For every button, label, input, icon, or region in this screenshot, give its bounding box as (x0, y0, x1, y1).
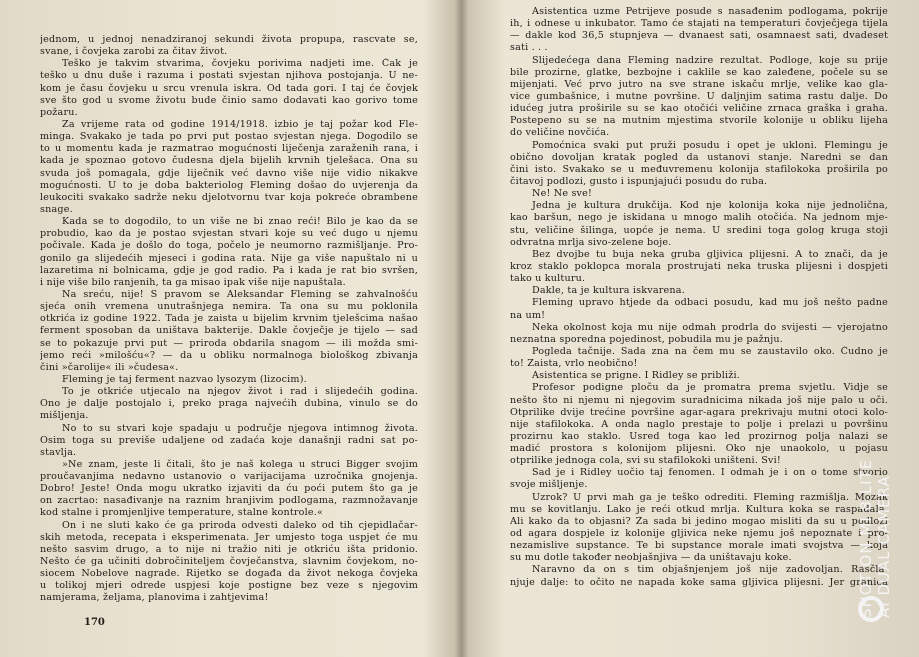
text-line: odvratna mrlja sivo-zelene boje. (510, 236, 672, 248)
text-line: nešto što ni njemu ni njegovim suradnicima nikada još nije palo u oči. (510, 394, 888, 406)
text-line: On i ne sluti kako će ga priroda odvesti daleko od tih cjepidlačar- (62, 519, 418, 531)
text-line: kada je spoznao gotovo čudesna djela bijelih krvnih tjelešaca. Ona su (40, 155, 418, 167)
text-line: idućeg jutra proširile su se kao otočići veličine zrnaca graška i graha. (510, 103, 888, 115)
text-line: kod stalne i promjenljive temperature, stalne kontrole.« (40, 507, 324, 519)
text-line: i nije više bilo ranjenih, ta ga misao ipak više nije napuštala. (40, 276, 346, 288)
text-line: su mu dotle također neobjašnjiva — da uništavaju koke. (510, 552, 792, 564)
text-line: Pogleda tačnije. Sada zna na čem mu se zaustavilo oko. Čudno je (532, 345, 888, 357)
text-line: probudio, kao da je postao svjestan stvari koje su već dugo u njemu (40, 228, 418, 240)
text-line: namjerama, željama, planovima i zahtjevima! (40, 592, 269, 604)
text-line: lazaretima ni bolnicama, gdje je god radio. Pa i kada je rat bio svršen, (40, 264, 418, 276)
watermark-line-1: SHOT ON MI 8 LITE (857, 458, 875, 618)
text-line: čitavoj podlozi, gusto i ispunjajući posudu do ruba. (510, 175, 768, 187)
text-line: na um! (510, 309, 546, 321)
text-line: Nešto će ga učiniti dobročiniteljem čovječanstva, slavnim čovjekom, no- (40, 556, 418, 568)
text-line: Uzrok? U prvi mah ga je teško odrediti. Fleming razmišlja. Mozak (532, 491, 888, 503)
text-line: mu se kovitlanju. Lako je reći otkud mrlja. Kultura koka se raspadala. (510, 503, 888, 515)
text-line: snage. (40, 203, 73, 215)
text-line: kroz staklo poklopca morala prostrujati neka truska plijesni i dospjeti (510, 260, 888, 272)
text-line: Jedna je kultura drukčija. Kod nje kolonija koka nije jednolična, (532, 200, 888, 212)
text-line: Ono je dalje postojalo i, preko praga najvećih dubina, vinulo se do (40, 398, 418, 410)
text-line: Osim toga su previše udaljene od zadaća koje današnji radni sat po- (40, 434, 418, 446)
text-line: Slijedećega dana Fleming nadzire rezultat. Podloge, koje su prije (532, 54, 888, 66)
text-line: madić prostora s kolonijom plijesni. Oko nje unaokolo, u pojasu (510, 443, 888, 455)
text-line: To je otkriće utjecalo na njegov život i rad i slijedećih godina. (62, 386, 418, 398)
text-line: Otprilike dvije trećine površine agar-agara prekrivaju mutni otoci kolo- (510, 406, 888, 418)
text-line: čini »čarolije« ili »čudesa«. (40, 361, 179, 373)
text-line: sve što god u svome životu bude činio samo dodavati kao gorivo tome (40, 94, 418, 106)
text-line: otkrića iz godine 1922. Tada je zaista u bijelim krvnim tjelešcima našao (40, 313, 418, 325)
text-line: otprilike jednoga cola, svi su stafilokoki uništeni. Svi! (510, 455, 781, 467)
text-line: čini isto. Svakako se u međuvremenu kolonija stafilokoka proširila po (510, 163, 888, 175)
text-line: nezamislive supstance. Te bi supstance morale imati svojstva — koja (510, 540, 888, 552)
text-line: ih, i odnese u inkubator. Tamo će stajati na temperaturi čovječjega tijela (510, 18, 888, 30)
text-line: počivale. Kada je došlo do toga, počelo je neumorno razmišljanje. Pro- (40, 240, 418, 252)
text-line: prozirnu kao staklo. Usred toga kao led prozirnog polja nalazi se (510, 430, 888, 442)
text-line: do veličine novčića. (510, 127, 610, 139)
text-line: obično dovoljan kratak pogled da ustanovi stanje. Naredni se dan (510, 151, 888, 163)
text-line: Neka okolnost koja mu nije odmah prodrla do svijesti — vjerojatno (532, 321, 888, 333)
text-line: mogućnosti. U to je doba bakteriolog Fleming došao do uvjerenja da (40, 179, 418, 191)
text-line: Dobro! Jeste! Onda mogu ukratko izjaviti da ću poći putem što ga je (40, 483, 418, 495)
text-line: neznatna sporedna pojedinost, pobudila mu je pažnju. (510, 333, 784, 345)
page-number: 170 (84, 617, 105, 628)
text-line: od agara dospjele iz kolonije gljivica neke njemu još nepoznate i pro- (510, 528, 888, 540)
text-line: svane, i čovjeka zarobi za čitav život. (40, 46, 228, 58)
text-line: vice gumbašnice, i mutne površine. U daljnjim satima rastu dalje. Do (510, 90, 888, 102)
text-line: svuda još pomagala, gdje liječnik već davno više nije vidio nikakve (40, 167, 418, 179)
text-line: mišljenja. (40, 410, 89, 422)
text-line: Asistentica se prigne. I Ridley se približi. (532, 370, 740, 382)
watermark-line-2: AI DUAL CAMERA (875, 475, 893, 618)
right-page (510, 0, 888, 657)
text-line: nije stafilokoka. A onda naglo prestaje to polje i prelazi u površinu (510, 418, 888, 430)
text-line: Postepeno su se na mutnim mjestima stvorile kolonije u obliku lijeha (510, 115, 888, 127)
text-line: kom je času čovjeku u srcu vrenula iskra. Od tada gori. I taj će čovjek (40, 82, 418, 94)
text-line: Na sreću, nije! S pravom se Aleksandar Fleming se zahvalnošću (62, 288, 418, 300)
text-line: mijenjati. Već prvo jutro na sve strane iskaču mrlje, velike kao gla- (510, 78, 888, 90)
text-line: »Ne znam, jeste li čitali, što je naš kolega u struci Bigger svojim (62, 458, 418, 470)
text-line: to! Zaista, vrlo neobično! (510, 358, 638, 370)
text-line: Fleming je taj ferment nazvao lysozym (lizocim). (62, 373, 307, 385)
text-line: bile prozirne, glatke, bezbojne i caklile se kao zaleđene, počele su se (510, 66, 888, 78)
text-line: Teško je takvim stvarima, čovjeku porivima nadjeti ime. Čak je (62, 58, 418, 70)
text-line: No to su stvari koje spadaju u područje njegova intimnog života. (62, 422, 418, 434)
text-line: teško u dnu duše i razuma i postati svjestan njihova postojanja. U ne- (40, 70, 418, 82)
text-line: sjeća onih vremena unutrašnjega nemira. Ta ona su mu poklonila (40, 301, 418, 313)
text-line: skih metoda, recepata i eksperimenata. Jer umjesto toga uspjet će mu (40, 531, 418, 543)
text-line: Profesor podigne ploču da je promatra prema svjetlu. Vidje se (532, 382, 888, 394)
text-line: svoje mišljenje. (510, 479, 588, 491)
text-line: to u momentu kada je razmatrao mogućnosti liječenja zaraženih rana, i (40, 143, 418, 155)
text-line: Kada se to dogodilo, to un više ne bi znao reći! Bilo je kao da se (62, 216, 418, 228)
text-line: Za vrijeme rata od godine 1914/1918. izbio je taj požar kod Fle- (62, 118, 418, 130)
text-line: on zacrtao: nasađivanje na raznim hranjivim podlogama, razmnožavanje (40, 495, 418, 507)
text-line: požaru. (40, 106, 78, 118)
text-line: Pomoćnica svaki put pruži posudu i opet je ukloni. Flemingu je (532, 139, 888, 151)
text-line: Naravno da on s tim objašnjenjem još nije zadovoljan. Rasčla- (532, 564, 888, 576)
text-line: stavlja. (40, 446, 77, 458)
text-line: — dakle kod 36,5 stupnjeva — dvanaest sati, osamnaest sati, dvadeset (510, 30, 888, 42)
text-line: Ne! Ne sve! (532, 188, 593, 200)
text-line: jednom, u jednoj nenadziranoj sekundi života propupa, rascvate se, (40, 34, 418, 45)
text-line: nešto sasvim drugo, a to nije ni tražio niti je otkriću išta pridonio. (40, 543, 418, 555)
text-line: leukociti svakako sadrže neku djelotvornu tvar koja pokreće obrambene (40, 191, 418, 203)
text-line: minga. Svakako je tada po prvi put postao svjestan njega. Dogodilo se (40, 131, 418, 143)
camera-watermark (857, 418, 901, 618)
text-line: proučavanjima nedavno ustanovio o varijacijama uzročnika gnojenja. (40, 471, 418, 483)
text-line: Asistentica uzme Petrijeve posude s nasađenim podlogama, pokrije (532, 6, 888, 17)
text-line: Sad je i Ridley uočio taj fenomen. I odmah je i on o tome stvorio (532, 467, 888, 479)
text-line: u tolikoj mjeri odrede uspjesi koje postigne bez veze s njegovim (40, 580, 418, 592)
right-page-text (510, 6, 888, 589)
left-page (40, 0, 418, 657)
text-line: Bez dvojbe tu buja neka gruba gljivica plijesni. A to znači, da je (532, 248, 888, 260)
text-line: gonilo ga slijedećih mjeseci i godina rata. Nije ga više napuštalo ni u (40, 252, 418, 264)
text-line: stu, veličine šilinga, uopće je nema. U sredini toga golog kruga stoji (510, 224, 888, 236)
text-line: siocem Nobelove nagrade. Rijetko se događa da život nekoga čovjeka (40, 568, 418, 580)
text-line: njuje dalje: to očito ne napada koke sama gljivica plijesni. Jer granica (510, 576, 888, 588)
text-line: sati . . . (510, 42, 548, 54)
left-page-text (40, 34, 418, 605)
text-line: Dakle, ta je kultura iskvarena. (532, 285, 685, 297)
text-line: ferment sposoban da uništava bakterije. Dakle čovječje je tijelo — sad (40, 325, 418, 337)
text-line: se to pokazuje prvi put — priroda obdarila snagom — ili možda smi- (40, 337, 418, 349)
text-line: Fleming upravo htjede da odbaci posudu, kad mu još nešto padne (532, 297, 888, 309)
text-line: jemo reći »milošću«? — da u obliku normalnoga biološkog zbivanja (40, 349, 418, 361)
text-line: tako u kulturu. (510, 273, 586, 285)
text-line: kao baršun, nego je iskidana u mnogo malih otočića. Na jednom mje- (510, 212, 888, 224)
text-line: Ali kako da to objasni? Za sada bi jedino mogao misliti da su u podlozi (510, 515, 888, 527)
